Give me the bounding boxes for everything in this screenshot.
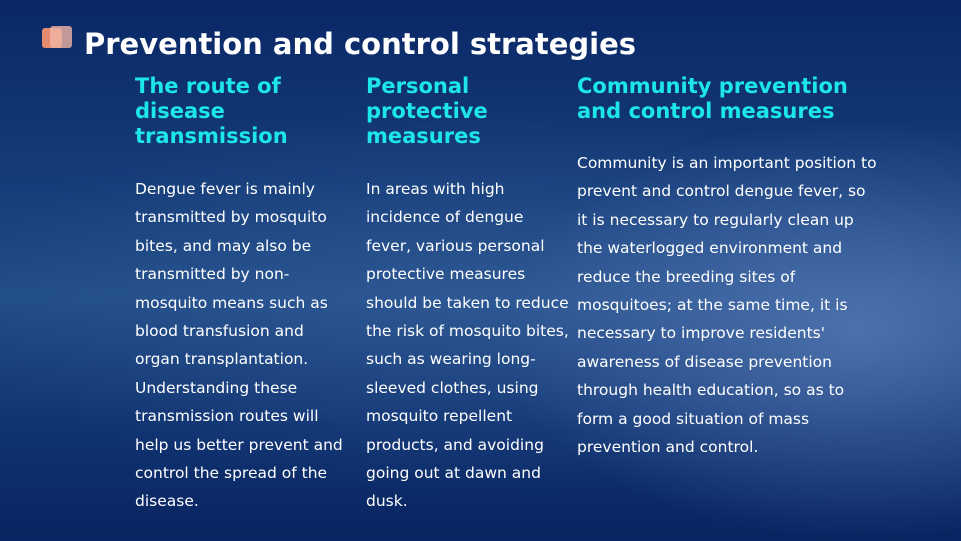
column-body: In areas with high incidence of dengue fever, various personal protective measures should be taken to reduce the risk of mosquito bites, such as wearing long-sleeved clothes, using mosquito repellent products, and avoiding going out at dawn and dusk. [366,180,569,511]
column-community-measures [577,74,877,457]
column-heading: The route of disease transmission [135,74,288,148]
logo-icon [42,26,74,52]
column-heading: Personal protective measures [366,74,488,148]
column-transmission-route [135,74,350,511]
column-heading: Community prevention and control measures [577,74,848,123]
logo-square-front [50,26,72,48]
column-body: Community is an important position to prevent and control dengue fever, so it is necessary to regularly clean up the waterlogged environment and reduce the breeding sites of mosquitoes; at the same time, it is necessary to improve residents' awareness of disease prevention through health education, so as to form a good situation of mass prevention and control. [577,154,877,457]
column-personal-protection [366,74,571,511]
column-body: Dengue fever is mainly transmitted by mosquito bites, and may also be transmitted by non-mosquito means such as blood transfusion and organ transplantation. Understanding these transmission routes will help us better prevent and control the spread of the disease. [135,180,343,511]
slide-title: Prevention and control strategies [84,27,637,61]
